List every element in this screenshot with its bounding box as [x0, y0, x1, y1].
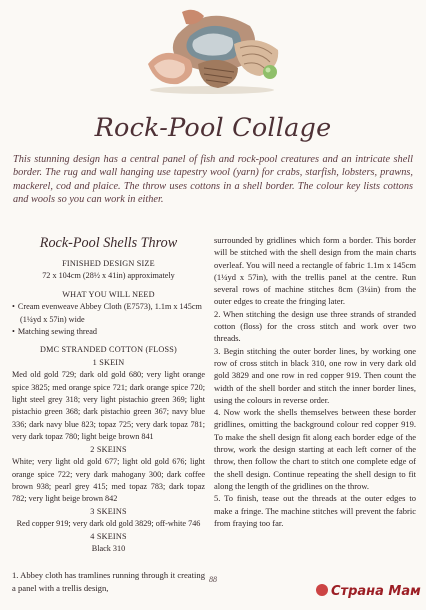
skein-colours-4: Black 310: [91, 543, 126, 553]
watermark-text: Страна Мам: [331, 584, 421, 599]
finished-size-value: 72 x 104cm (28½ x 41in) approximately: [42, 271, 175, 281]
watermark: [316, 584, 424, 606]
finished-size-heading: FINISHED DESIGN SIZE: [62, 259, 155, 268]
shell-illustration: [138, 4, 288, 96]
skein-colours-3: Red copper 919; very dark old gold 3829; off-white 746: [16, 519, 201, 529]
left-column: [12, 234, 205, 594]
throw-title: Rock-Pool Shells Throw: [39, 235, 178, 251]
needs-item-thread: Matching sewing thread: [17, 327, 97, 337]
skein-label-3: 3 SKEINS: [90, 506, 127, 516]
page-number: 88: [209, 575, 217, 584]
step-4: 4. Now work the shells themselves between these border gridlines, omitting the background colour red copper 919. To make the shell design fit along each border edge of the throw, work the design starting at each left corner of the throw, then follow the chart to stitch one complete edge of the shell design. Continue repeating the shell design to fit along the length of the gridlines on the throw.: [214, 407, 416, 491]
bullet-icon: •: [12, 327, 15, 337]
step-1-start: 1. Abbey cloth has tramlines running through it creating a panel with a trellis design,: [12, 570, 205, 593]
step-2: 2. When stitching the design use three strands of stranded cotton (floss) for the cross stitch and work over two threads.: [214, 308, 416, 344]
what-you-need-heading: WHAT YOU WILL NEED: [62, 289, 155, 299]
skein-label-1: 1 SKEIN: [92, 357, 125, 367]
intro-paragraph: This stunning design has a central panel of fish and rock-pool creatures and an intricate shell border. The rug and wall hanging use tapestry wool (yarn) for crabs, starfish, lobsters, prawns, mackerel, cod and plaice. The throw uses cottons in a shell border. The colour key lists cottons and wools so you can work in either.: [13, 154, 413, 206]
skein-colours-1: Med old gold 729; dark old gold 680; very light orange spice 3825; med orange spice 721; dark orange spice 720; light steel grey 318; very light pistachio green 369; light pistachio green 368; dark pistachio green 367; navy blue 336; dark navy blue 823; topaz 725; very dark topaz 781; very dark topaz 780; light beige brown 841: [12, 370, 205, 442]
list-item: [12, 301, 205, 326]
right-column: [214, 234, 416, 529]
skein-colours-2: White; very light old gold 677; light old gold 676; light orange spice 722; very dark mahogany 300; dark coffee brown 938; pearl grey 415; med topaz 783; dark topaz 782; very light beige brown 842: [12, 457, 205, 504]
step-1-continued: surrounded by gridlines which form a border. This border will be stitched with the shell design from the main charts overleaf. You will need a rectangle of fabric 1.1m x 145cm (1¼yd x 57in), with the trellis panel at the centre. Run several rows of machine stitches 8cm (3¼in) from the outer edges to create the fringing later.: [214, 235, 416, 307]
list-item: [12, 326, 205, 338]
skein-label-4: 4 SKEINS: [90, 531, 127, 541]
page-title: Rock-Pool Collage: [94, 113, 332, 143]
watermark-logo-icon: [316, 584, 328, 596]
skein-label-2: 2 SKEINS: [90, 444, 127, 454]
needs-item-fabric: Cream evenweave Abbey Cloth (E7573), 1.1m x 145cm (1¼yd x 57in) wide: [17, 302, 202, 324]
step-5: 5. To finish, tease out the threads at the outer edges to make a fringe. The machine stitches will prevent the fabric from fraying too far.: [214, 493, 416, 528]
bullet-icon: •: [12, 302, 15, 312]
needs-list: [12, 301, 205, 338]
floss-heading: DMC STRANDED COTTON (FLOSS): [40, 345, 177, 355]
step-3: 3. Begin stitching the outer border lines, by working one row of cross stitch in black 310, one row in very dark old gold 3829 and one row in red copper 919. Then count the width of the shell border and stitch the inner border lines, using the colours in reverse order.: [214, 345, 416, 405]
